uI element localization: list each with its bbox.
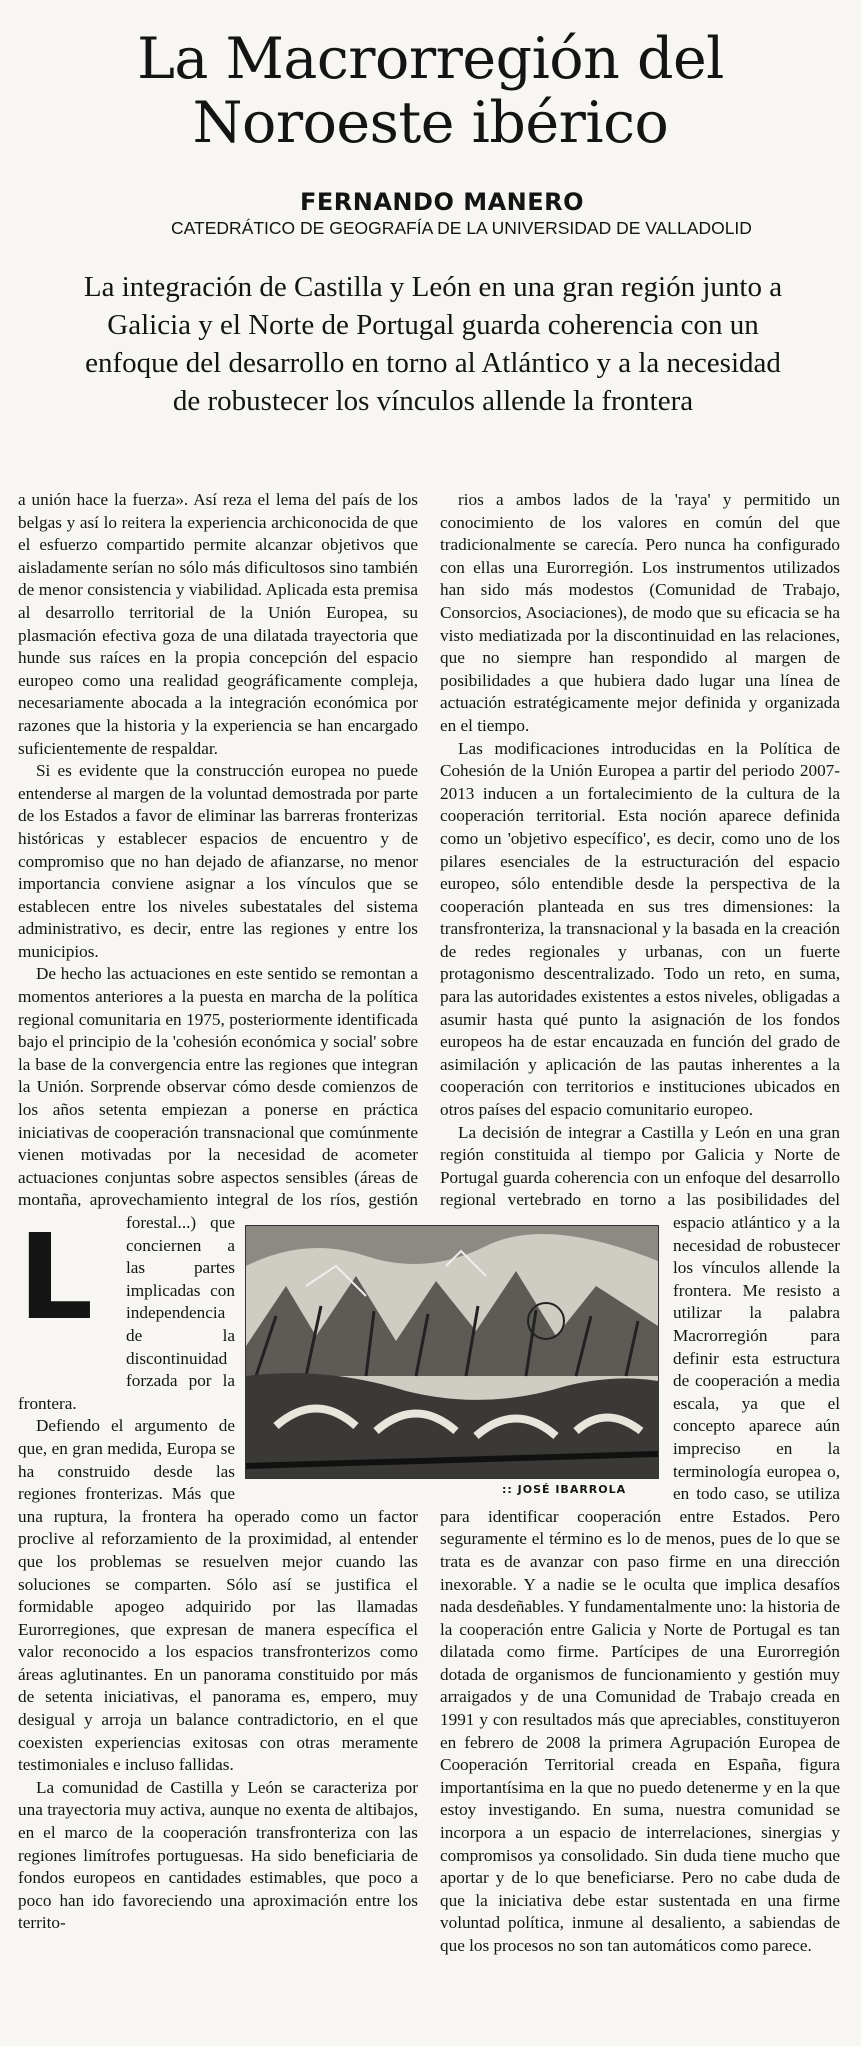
body-paragraph: Defiendo el argumento de que, en gran medida, Europa se ha construido desde las regiones fronterizas. Más que una ruptura, la frontera ha operado como un factor proclive al reforzamiento de la proximidad, al entender que los problemas se resuelven mejor cuando las soluciones se comparten. Sólo así se justifica el formidable apogeo adquirido por las llamadas Eurorregiones, que expresan de manera específica el valor reconocido a los espacios transfronterizos como áreas aglutinantes. En un panorama constituido por más de setenta iniciativas, el panorama es, empero, muy desigual y arroja un balance contradictorio, en el que coexisten experiencias exitosas con otras meramente testimoniales e incluso fallidas.: [18, 1416, 418, 1775]
illustration-drawing: [246, 1226, 658, 1478]
body-paragraph: Si es evidente que la construcción europea no puede entenderse al margen de la voluntad demostrada por parte de los Estados a favor de eliminar las barreras fronterizas históricas y establecer espacios de encuentro y de compromiso que no han dejado de afianzarse, no menor importancia conviene asignar a los vínculos que se establecen entre los niveles subestatales del sistema administrativo, es decir, entre las regiones y entre los municipios.: [18, 761, 418, 961]
illustration-credit: :: JOSÉ IBARROLA: [502, 1483, 627, 1496]
body-paragraph: Las modificaciones introducidas en la Política de Cohesión de la Unión Europea a partir del periodo 2007-2013 inducen a un fortalecimiento de la cultura de la cooperación territorial. Esta noción aparece definida como un 'objetivo específico', es decir, como uno de los pilares esenciales de la estructuración del espacio europeo, sólo entendible desde la perspectiva de la cooperación planteada en sus tres dimensiones: la transfronteriza, la transnacional y la basada en la creación de redes regionales y urbanas, con un fuerte protagonismo descentralizado. Todo un reto, en suma, para las autoridades existentes a estos niveles, obligadas a asumir hasta qué punto la asignación de los fondos europeos ha de estar encauzada en función del grado de asimilación y aplicación de las pautas inherentes a la cooperación con territorios e instituciones ubicados en otros países del espacio comunitario europeo.: [440, 738, 840, 1120]
author-role: CATEDRÁTICO DE GEOGRAFÍA DE LA UNIVERSIDAD DE VALLADOLID: [171, 218, 752, 238]
body-paragraph: rios a ambos lados de la 'raya' y permitido un conocimiento de los valores en común del que tradicionalmente se carecía. Pero nunca ha configurado con ellas una Eurorregión. Los instrumentos utilizados han sido más modestos (Comunidad de Trabajo, Consorcios, Asociaciones), de modo que su eficacia se ha visto mediatizada por la discontinuidad en las relaciones, que no siempre han respondido al margen de posibilidades a que hubiera dado lugar una línea de actuación estratégicamente mejor definida y organizada en el tiempo.: [440, 490, 840, 735]
body-paragraph: a unión hace la fuerza». Así reza el lema del país de los belgas y así lo reitera la experiencia archiconocida de que el esfuerzo compartido permite alcanzar objetivos que aisladamente serían no sólo más dificultosos sino también de menor consistencia y viabilidad. Aplicada esta premisa al desarrollo territorial de la Unión Europea, su plasmación efectiva goza de una dilatada trayectoria que hunde sus raíces en la propia concepción del espacio europeo como una realidad geográficamente compleja, necesariamente abocada a la integración económica por razones que la historia y la experiencia se han encargado suficientemente de respaldar.: [18, 490, 418, 758]
body-paragraph: La comunidad de Castilla y León se caracteriza por una trayectoria muy activa, aunque no exenta de altibajos, en el marco de la cooperación transfronteriza con las regiones limítrofes portuguesas. Ha sido beneficiaria de fondos europeos en cantidades estimables, que poco a poco han ido favoreciendo una aproximación entre los territo-: [18, 1777, 418, 1933]
deck-line: de robustecer los vínculos allende la frontera: [172, 385, 694, 417]
deck-line: enfoque del desarrollo en torno al Atlántico y a la necesidad: [85, 347, 781, 379]
illustration: [245, 1225, 659, 1479]
deck-line: Galicia y el Norte de Portugal guarda coherencia con un: [107, 309, 759, 341]
article-deck: [48, 268, 818, 420]
article-title-line1: La Macrorregión del: [137, 26, 724, 92]
body-paragraph: De hecho las actuaciones en este sentido se remontan a momentos anteriores a la puesta en marcha de la política regional comunitaria en 1975, posteriormente identificada bajo el principio de la 'cohesión económica y social' sobre la base de la convergencia entre las regiones que integran la Unión. Sorprende observar cómo desde comienzos de los años setenta empiezan a ponerse en práctica iniciativas de cooperación transnacional que comúnmente vienen motivadas por la necesidad de acometer actuaciones conjuntas sobre aspectos sensibles (áreas de montaña, aprovechamiento integral de los ríos, gestión forestal...) que conciernen a las partes implicadas con independencia de la discontinuidad forzada por la frontera.: [18, 964, 418, 1413]
author-name: FERNANDO MANERO: [300, 188, 585, 216]
deck-line: La integración de Castilla y León en una gran región junto a: [83, 271, 783, 303]
drop-cap: L: [18, 1208, 94, 1346]
right-column: [440, 489, 840, 1958]
body-paragraph: La decisión de integrar a Castilla y León en una gran región constituida al tiempo por Galicia y Norte de Portugal guarda coherencia con un enfoque del desarrollo regional vertebrado en torno a las posibilidades del espacio atlántico y a la necesidad de robustecer los vínculos allende la frontera. Me resisto a utilizar la palabra Macrorregión para definir esta estructura de cooperación a media escala, ya que el concepto aparece aún impreciso en la terminología europea o, en todo caso, se utiliza para identificar cooperación entre Estados. Pero seguramente el término es lo de menos, pues de lo que se trata es de avanzar con paso firme en una dirección inexorable. Y a nadie se le oculta que implica desafíos nada desdeñables. Y fundamentalmente uno: la historia de la cooperación entre Galicia y Norte de Portugal es tan dilatada como firme. Partícipes de una Eurorregión dotada de organismos de funcionamiento y gestión muy arraigados y de una Comunidad de Trabajo creada en 1991 y con resultados más que apreciables, constituyeron en febrero de 2008 la primera Agrupación Europea de Cooperación Territorial creada en España, figura importantísima en la que no puedo detenerme y en la que estoy investigando. En suma, nuestra comunidad se incorpora a un espacio de interrelaciones, sinergias y compromisos ya consolidado. Sin duda tiene mucho que aportar y de lo que beneficiarse. Pero no cabe duda de que la iniciativa debe estar sustentada en una firme voluntad política, inmune al desaliento, a sabiendas de que los procesos no son tan automáticos como parece.: [440, 1122, 840, 1955]
left-column: [18, 489, 418, 1935]
article-title-line2: Noroeste ibérico: [192, 90, 669, 156]
